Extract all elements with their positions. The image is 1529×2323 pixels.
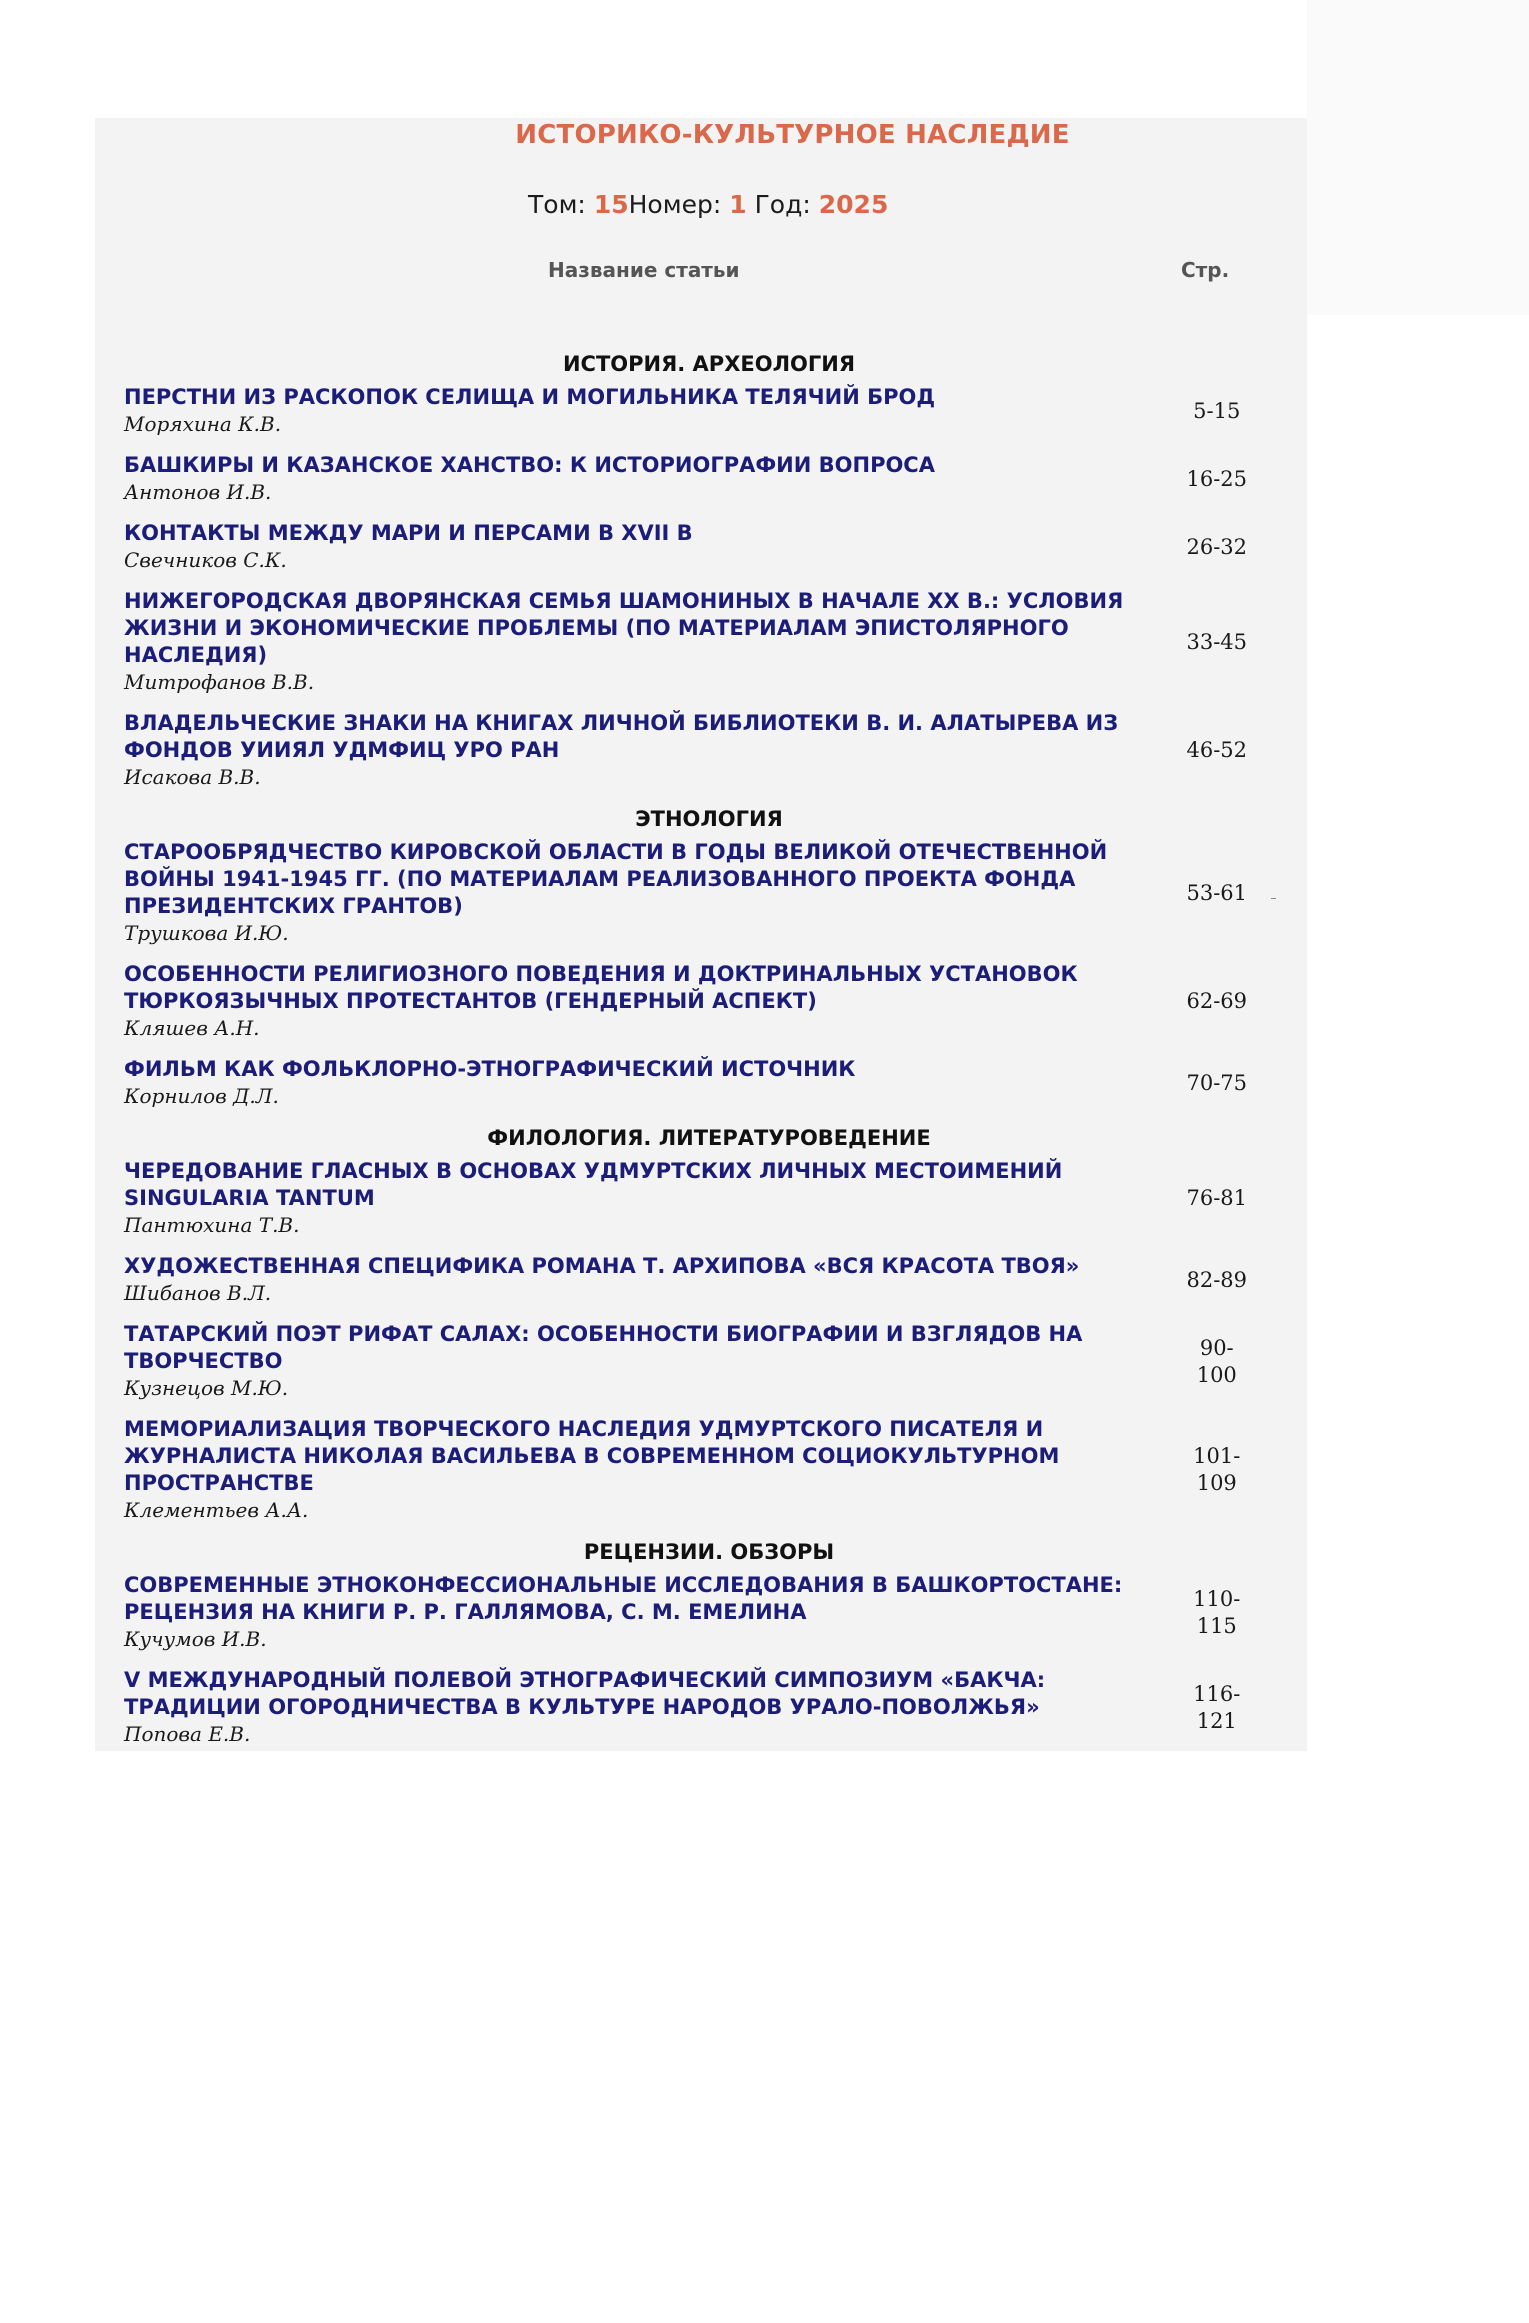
article-entry <box>124 1253 1274 1307</box>
article-entry <box>124 1321 1274 1402</box>
year-label: Год: <box>754 190 811 219</box>
year-number: 2025 <box>818 190 889 219</box>
article-info <box>124 961 1160 1042</box>
article-info <box>124 710 1160 791</box>
article-pages: 70-75 <box>1186 1070 1248 1095</box>
section-heading: ЭТНОЛОГИЯ <box>635 807 783 831</box>
article-pages: 16-25 <box>1186 466 1248 491</box>
article-title-link[interactable]: СТАРООБРЯДЧЕСТВО КИРОВСКОЙ ОБЛАСТИ В ГОДЫ ВЕЛИКОЙ ОТЕЧЕСТВЕННОЙ ВОЙНЫ 1941-1945 ГГ. (ПО МАТЕРИАЛАМ РЕАЛИЗОВАННОГО ПРОЕКТА ФОНДА ПРЕЗИДЕНТСКИХ ГРАНТОВ) <box>124 840 1108 918</box>
article-title-link[interactable]: ПЕРСТНИ ИЗ РАСКОПОК СЕЛИЩА И МОГИЛЬНИКА ТЕЛЯЧИЙ БРОД <box>124 385 936 409</box>
section-heading: РЕЦЕНЗИИ. ОБЗОРЫ <box>583 1540 835 1564</box>
article-pages: 90- 100 <box>1196 1335 1237 1387</box>
journal-title-text: ИСТОРИКО-КУЛЬТУРНОЕ НАСЛЕДИЕ <box>515 120 1070 150</box>
article-entry <box>124 520 1274 574</box>
article-title-link[interactable]: НИЖЕГОРОДСКАЯ ДВОРЯНСКАЯ СЕМЬЯ ШАМОНИНЫХ В НАЧАЛЕ ХХ В.: УСЛОВИЯ ЖИЗНИ И ЭКОНОМИЧЕСКИЕ ПРОБЛЕМЫ (ПО МАТЕРИАЛАМ ЭПИСТОЛЯРНОГО НАСЛЕДИЯ) <box>124 589 1124 667</box>
article-entry <box>124 1158 1274 1239</box>
article-author: Кузнецов М.Ю. <box>124 1376 289 1400</box>
page-corner-shade <box>1307 0 1529 315</box>
article-entry <box>124 452 1274 506</box>
section-heading: ИСТОРИЯ. АРХЕОЛОГИЯ <box>562 352 856 376</box>
article-entry <box>124 384 1274 438</box>
article-title-link[interactable]: ВЛАДЕЛЬЧЕСКИЕ ЗНАКИ НА КНИГАХ ЛИЧНОЙ БИБЛИОТЕКИ В. И. АЛАТЫРЕВА ИЗ ФОНДОВ УИИЯЛ УДМФИЦ УРО РАН <box>124 711 1119 762</box>
column-header-pages: Стр. <box>1181 258 1230 282</box>
article-pages: 76-81 <box>1186 1186 1248 1210</box>
journal-title <box>0 120 1529 150</box>
article-pages: 82-89 <box>1186 1267 1248 1292</box>
article-info <box>124 1253 1160 1307</box>
article-author: Моряхина К.В. <box>124 412 282 436</box>
article-author: Шибанов В.Л. <box>124 1281 272 1305</box>
article-info <box>124 839 1160 947</box>
article-pages: 26-32 <box>1186 534 1248 559</box>
article-info <box>124 1572 1160 1653</box>
article-author: Исакова В.В. <box>124 765 261 789</box>
article-title-link[interactable]: МЕМОРИАЛИЗАЦИЯ ТВОРЧЕСКОГО НАСЛЕДИЯ УДМУРТСКОГО ПИСАТЕЛЯ И ЖУРНАЛИСТА НИКОЛАЯ ВАСИЛЬЕВА В СОВРЕМЕННОМ СОЦИОКУЛЬТУРНОМ ПРОСТРАНСТВЕ <box>124 1417 1060 1495</box>
article-title-link[interactable]: ЧЕРЕДОВАНИЕ ГЛАСНЫХ В ОСНОВАХ УДМУРТСКИХ ЛИЧНЫХ МЕСТОИМЕНИЙ SINGULARIA TANTUM <box>124 1159 1063 1210</box>
article-info <box>124 1158 1160 1239</box>
article-info <box>124 1056 1160 1110</box>
article-pages: 116- 121 <box>1193 1681 1241 1733</box>
article-author: Митрофанов В.В. <box>124 670 315 694</box>
article-entry <box>124 839 1274 947</box>
article-author: Антонов И.В. <box>124 480 272 504</box>
article-info <box>124 1667 1160 1748</box>
article-pages: 5-15 <box>1193 398 1241 423</box>
stray-mark <box>1271 898 1276 899</box>
article-author: Корнилов Д.Л. <box>124 1084 279 1108</box>
article-title-link[interactable]: ТАТАРСКИЙ ПОЭТ РИФАТ САЛАХ: ОСОБЕННОСТИ БИОГРАФИИ И ВЗГЛЯДОВ НА ТВОРЧЕСТВО <box>124 1322 1083 1373</box>
article-pages: 46-52 <box>1186 738 1248 762</box>
article-author: Трушкова И.Ю. <box>124 921 289 945</box>
table-of-contents <box>124 350 1274 1762</box>
article-pages: 110- 115 <box>1193 1586 1241 1638</box>
article-pages: 33-45 <box>1186 629 1248 654</box>
article-title-link[interactable]: БАШКИРЫ И КАЗАНСКОЕ ХАНСТВО: К ИСТОРИОГРАФИИ ВОПРОСА <box>124 453 935 477</box>
section-heading: ФИЛОЛОГИЯ. ЛИТЕРАТУРОВЕДЕНИЕ <box>487 1126 931 1150</box>
article-info <box>124 588 1160 696</box>
issue-label: Номер: <box>628 190 722 219</box>
article-entry <box>124 961 1274 1042</box>
article-title-link[interactable]: СОВРЕМЕННЫЕ ЭТНОКОНФЕССИОНАЛЬНЫЕ ИССЛЕДОВАНИЯ В БАШКОРТОСТАНЕ: РЕЦЕНЗИЯ НА КНИГИ Р. Р. ГАЛЛЯМОВА, С. М. ЕМЕЛИНА <box>124 1573 1123 1624</box>
article-pages: 101- 109 <box>1193 1444 1241 1495</box>
volume-label: Том: <box>528 190 586 219</box>
article-info <box>124 1321 1160 1402</box>
article-title-link[interactable]: ХУДОЖЕСТВЕННАЯ СПЕЦИФИКА РОМАНА Т. АРХИПОВА «ВСЯ КРАСОТА ТВОЯ» <box>124 1254 1080 1278</box>
article-author: Пантюхина Т.В. <box>124 1213 300 1237</box>
article-author: Попова Е.В. <box>124 1722 251 1746</box>
article-author: Клементьев А.А. <box>124 1498 309 1522</box>
issue-number: 1 <box>729 190 747 219</box>
article-author: Кучумов И.В. <box>124 1627 267 1651</box>
article-title-link[interactable]: КОНТАКТЫ МЕЖДУ МАРИ И ПЕРСАМИ В XVII В <box>124 521 693 545</box>
article-author: Кляшев А.Н. <box>124 1016 260 1040</box>
article-pages: 53-61 <box>1186 880 1248 905</box>
article-info <box>124 520 1160 574</box>
article-entry <box>124 588 1274 696</box>
article-entry <box>124 1416 1274 1524</box>
article-title-link[interactable]: V МЕЖДУНАРОДНЫЙ ПОЛЕВОЙ ЭТНОГРАФИЧЕСКИЙ СИМПОЗИУМ «БАКЧА: ТРАДИЦИИ ОГОРОДНИЧЕСТВА В КУЛЬТУРЕ НАРОДОВ УРАЛО-ПОВОЛЖЬЯ» <box>124 1668 1046 1719</box>
volume-number: 15 <box>593 190 629 219</box>
article-pages: 62-69 <box>1186 989 1248 1013</box>
article-entry <box>124 1056 1274 1110</box>
article-title-link[interactable]: ФИЛЬМ КАК ФОЛЬКЛОРНО-ЭТНОГРАФИЧЕСКИЙ ИСТОЧНИК <box>124 1057 856 1081</box>
article-info <box>124 384 1160 438</box>
article-author: Свечников С.К. <box>124 548 287 572</box>
column-header-title: Название статьи <box>548 258 740 282</box>
article-info <box>124 452 1160 506</box>
article-entry <box>124 710 1274 791</box>
article-title-link[interactable]: ОСОБЕННОСТИ РЕЛИГИОЗНОГО ПОВЕДЕНИЯ И ДОКТРИНАЛЬНЫХ УСТАНОВОК ТЮРКОЯЗЫЧНЫХ ПРОТЕСТАНТОВ (ГЕНДЕРНЫЙ АСПЕКТ) <box>124 962 1078 1013</box>
article-entry <box>124 1572 1274 1653</box>
article-entry <box>124 1667 1274 1748</box>
article-info <box>124 1416 1160 1524</box>
issue-info <box>528 190 888 219</box>
